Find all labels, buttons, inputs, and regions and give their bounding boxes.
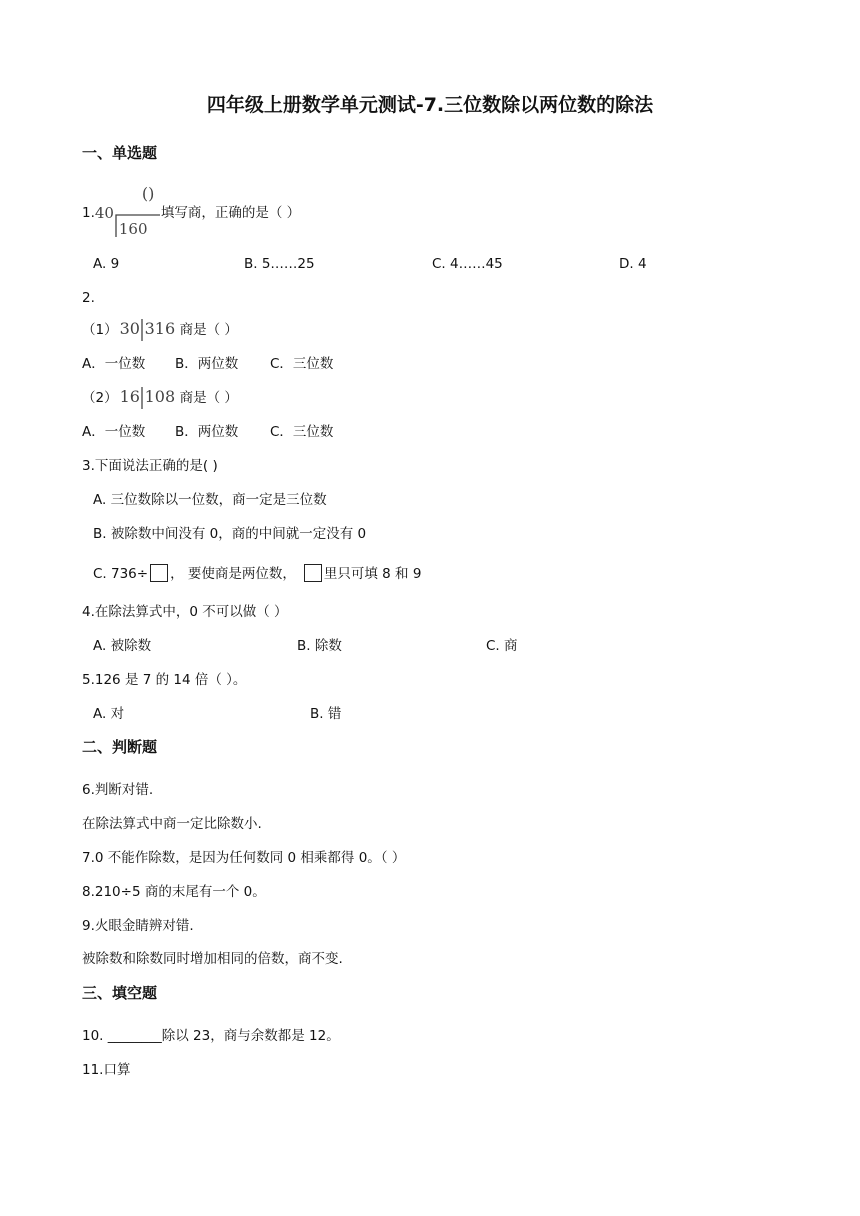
question-text: 填写商，正确的是（ ） [160, 205, 301, 221]
q4-option-c[interactable]: C. 商 [486, 638, 518, 654]
divisor: 16 [119, 387, 140, 406]
dividend: 160 [118, 220, 148, 238]
blank-box-icon [150, 564, 168, 582]
long-division-figure [118, 321, 180, 339]
question-6: 6.判断对错. [82, 782, 154, 798]
blank-box-icon [304, 564, 322, 582]
q4-option-b[interactable]: B. 除数 [297, 638, 342, 654]
q4-option-a[interactable]: A. 被除数 [93, 638, 152, 654]
question-2-number: 2. [82, 290, 95, 306]
question-4: 4.在除法算式中，0 不可以做（ ） [82, 604, 288, 620]
q5-option-a[interactable]: A. 对 [93, 706, 125, 722]
option-c[interactable]: C. 4……45 [432, 256, 503, 272]
q3-option-c[interactable] [93, 564, 421, 583]
question-text: 商是（ ） [179, 322, 238, 338]
page-title: 四年级上册数学单元测试-7.三位数除以两位数的除法 [206, 94, 654, 116]
quotient-placeholder: () [141, 184, 155, 203]
divisor: 30 [119, 319, 140, 338]
option-b[interactable]: B. 5……25 [244, 256, 315, 272]
q2-p2-option-a[interactable]: A．一位数 [82, 424, 146, 440]
q2-p1-option-c[interactable]: C．三位数 [270, 356, 334, 372]
division-bracket-icon [140, 387, 144, 409]
question-9: 9.火眼金睛辨对错. [82, 918, 194, 934]
long-division-figure [94, 184, 301, 238]
q2-p1-option-b[interactable]: B．两位数 [175, 356, 239, 372]
option-a[interactable]: A. 9 [93, 256, 120, 272]
question-7: 7.0 不能作除数，是因为任何数同 0 相乘都得 0。（ ） [82, 850, 406, 866]
section-heading-true-false: 二、判断题 [82, 738, 158, 756]
section-heading-fill-blank: 三、填空题 [82, 984, 158, 1002]
option-c-part-3: 里只可填 8 和 9 [323, 566, 422, 582]
dividend: 108 [144, 387, 176, 406]
question-10: 10. ________除以 23，商与余数都是 12。 [82, 1028, 340, 1044]
question-2-part-2 [82, 389, 238, 407]
question-6-body: 在除法算式中商一定比除数小. [82, 816, 262, 832]
question-2-part-1 [82, 321, 238, 339]
part-label: （1） [82, 322, 118, 338]
q2-p2-option-c[interactable]: C．三位数 [270, 424, 334, 440]
option-c-part-2: ， 要使商是两位数， [170, 566, 296, 582]
option-c-part-1: C. 736÷ [93, 566, 149, 582]
q2-p1-option-a[interactable]: A．一位数 [82, 356, 146, 372]
division-bracket-icon [140, 319, 144, 341]
question-8: 8.210÷5 商的末尾有一个 0。 [82, 884, 266, 900]
q3-option-b[interactable]: B. 被除数中间没有 0，商的中间就一定没有 0 [93, 526, 367, 542]
q3-option-a[interactable]: A. 三位数除以一位数，商一定是三位数 [93, 492, 327, 508]
question-text: 商是（ ） [179, 390, 238, 406]
divisor: 40 [94, 204, 114, 222]
question-number: 1. [82, 205, 95, 221]
dividend: 316 [144, 319, 176, 338]
part-label: （2） [82, 390, 118, 406]
question-5: 5.126 是 7 的 14 倍（ ）。 [82, 672, 247, 688]
question-3: 3.下面说法正确的是( ) [82, 458, 218, 474]
option-d[interactable]: D. 4 [619, 256, 647, 272]
q5-option-b[interactable]: B. 错 [310, 706, 342, 722]
question-11: 11.口算 [82, 1062, 131, 1078]
question-1 [82, 184, 301, 238]
long-division-figure [118, 389, 180, 407]
q2-p2-option-b[interactable]: B．两位数 [175, 424, 239, 440]
question-9-body: 被除数和除数同时增加相同的倍数，商不变. [82, 951, 343, 967]
section-heading-single-choice: 一、单选题 [82, 144, 158, 162]
